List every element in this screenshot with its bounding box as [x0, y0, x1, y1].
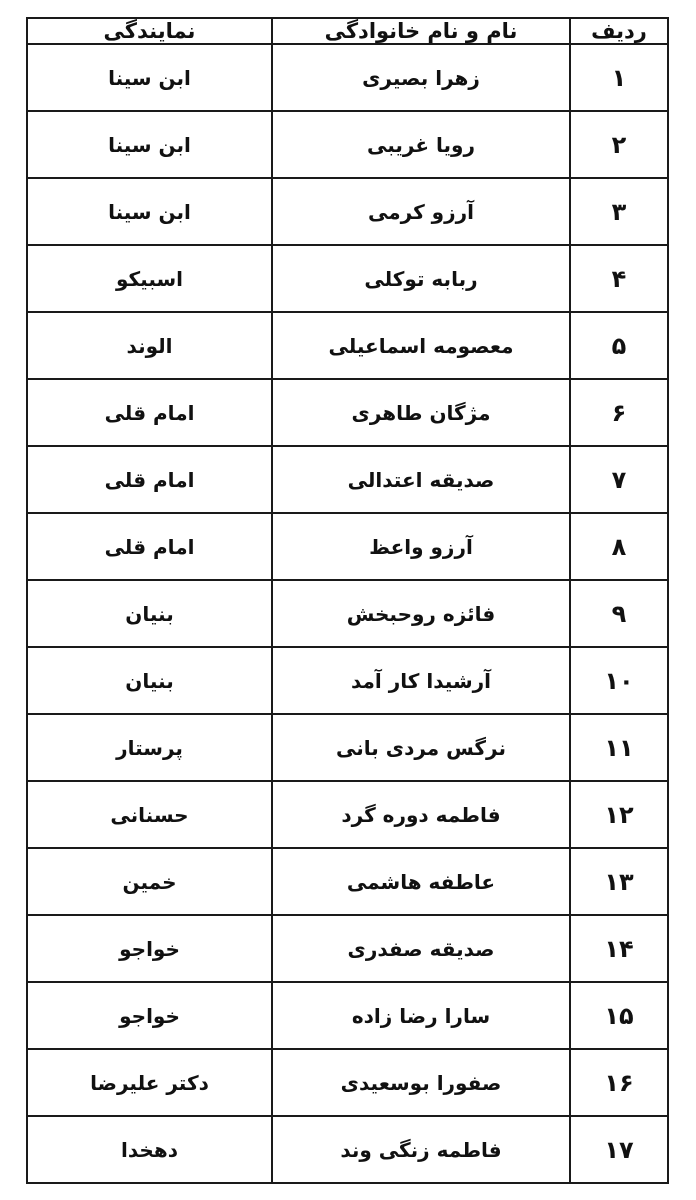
table-row	[27, 44, 668, 111]
table-row	[27, 245, 668, 312]
row-index: ۷	[570, 446, 668, 513]
row-representative: ابن سینا	[27, 178, 272, 245]
row-representative: بنیان	[27, 647, 272, 714]
roster-table	[26, 17, 669, 1184]
row-representative: اسبیکو	[27, 245, 272, 312]
row-name: رویا غریبی	[272, 111, 570, 178]
row-representative: خواجو	[27, 982, 272, 1049]
table-row	[27, 446, 668, 513]
header-row	[27, 18, 668, 44]
row-name: زهرا بصیری	[272, 44, 570, 111]
row-name: معصومه اسماعیلی	[272, 312, 570, 379]
table-row	[27, 580, 668, 647]
table-row	[27, 379, 668, 446]
row-index: ۱۲	[570, 781, 668, 848]
header-name: نام و نام خانوادگی	[272, 18, 570, 44]
row-index: ۱۴	[570, 915, 668, 982]
table-row	[27, 111, 668, 178]
row-representative: خواجو	[27, 915, 272, 982]
row-name: صدیقه اعتدالی	[272, 446, 570, 513]
table-row	[27, 1116, 668, 1183]
row-representative: ابن سینا	[27, 111, 272, 178]
row-name: آرزو کرمی	[272, 178, 570, 245]
row-representative: بنیان	[27, 580, 272, 647]
row-index: ۱۱	[570, 714, 668, 781]
row-index: ۲	[570, 111, 668, 178]
row-index: ۵	[570, 312, 668, 379]
row-index: ۱۵	[570, 982, 668, 1049]
row-name: صفورا بوسعیدی	[272, 1049, 570, 1116]
row-name: آرزو واعظ	[272, 513, 570, 580]
table-row	[27, 312, 668, 379]
row-index: ۳	[570, 178, 668, 245]
table-row	[27, 178, 668, 245]
row-representative: خمین	[27, 848, 272, 915]
table-row	[27, 714, 668, 781]
row-index: ۶	[570, 379, 668, 446]
header-index: ردیف	[570, 18, 668, 44]
header-representative: نمایندگی	[27, 18, 272, 44]
row-name: مژگان طاهری	[272, 379, 570, 446]
row-index: ۱۷	[570, 1116, 668, 1183]
row-name: صدیقه صفدری	[272, 915, 570, 982]
row-name: فاطمه زنگی وند	[272, 1116, 570, 1183]
row-index: ۴	[570, 245, 668, 312]
table-row	[27, 781, 668, 848]
row-index: ۹	[570, 580, 668, 647]
row-representative: الوند	[27, 312, 272, 379]
row-representative: ابن سینا	[27, 44, 272, 111]
row-representative: پرستار	[27, 714, 272, 781]
row-representative: حسنانی	[27, 781, 272, 848]
row-representative: امام قلی	[27, 379, 272, 446]
table-row	[27, 513, 668, 580]
row-name: ربابه توکلی	[272, 245, 570, 312]
table-row	[27, 982, 668, 1049]
row-index: ۸	[570, 513, 668, 580]
row-name: فائزه روحبخش	[272, 580, 570, 647]
table-row	[27, 915, 668, 982]
row-name: سارا رضا زاده	[272, 982, 570, 1049]
row-name: عاطفه هاشمی	[272, 848, 570, 915]
row-representative: امام قلی	[27, 513, 272, 580]
row-index: ۱۳	[570, 848, 668, 915]
row-representative: دهخدا	[27, 1116, 272, 1183]
row-index: ۱۰	[570, 647, 668, 714]
row-representative: دکتر علیرضا	[27, 1049, 272, 1116]
row-index: ۱	[570, 44, 668, 111]
table-row	[27, 1049, 668, 1116]
roster-sheet	[26, 17, 667, 1184]
table-row	[27, 647, 668, 714]
row-name: نرگس مردی بانی	[272, 714, 570, 781]
row-index: ۱۶	[570, 1049, 668, 1116]
row-name: آرشیدا کار آمد	[272, 647, 570, 714]
row-representative: امام قلی	[27, 446, 272, 513]
row-name: فاطمه دوره گرد	[272, 781, 570, 848]
table-row	[27, 848, 668, 915]
